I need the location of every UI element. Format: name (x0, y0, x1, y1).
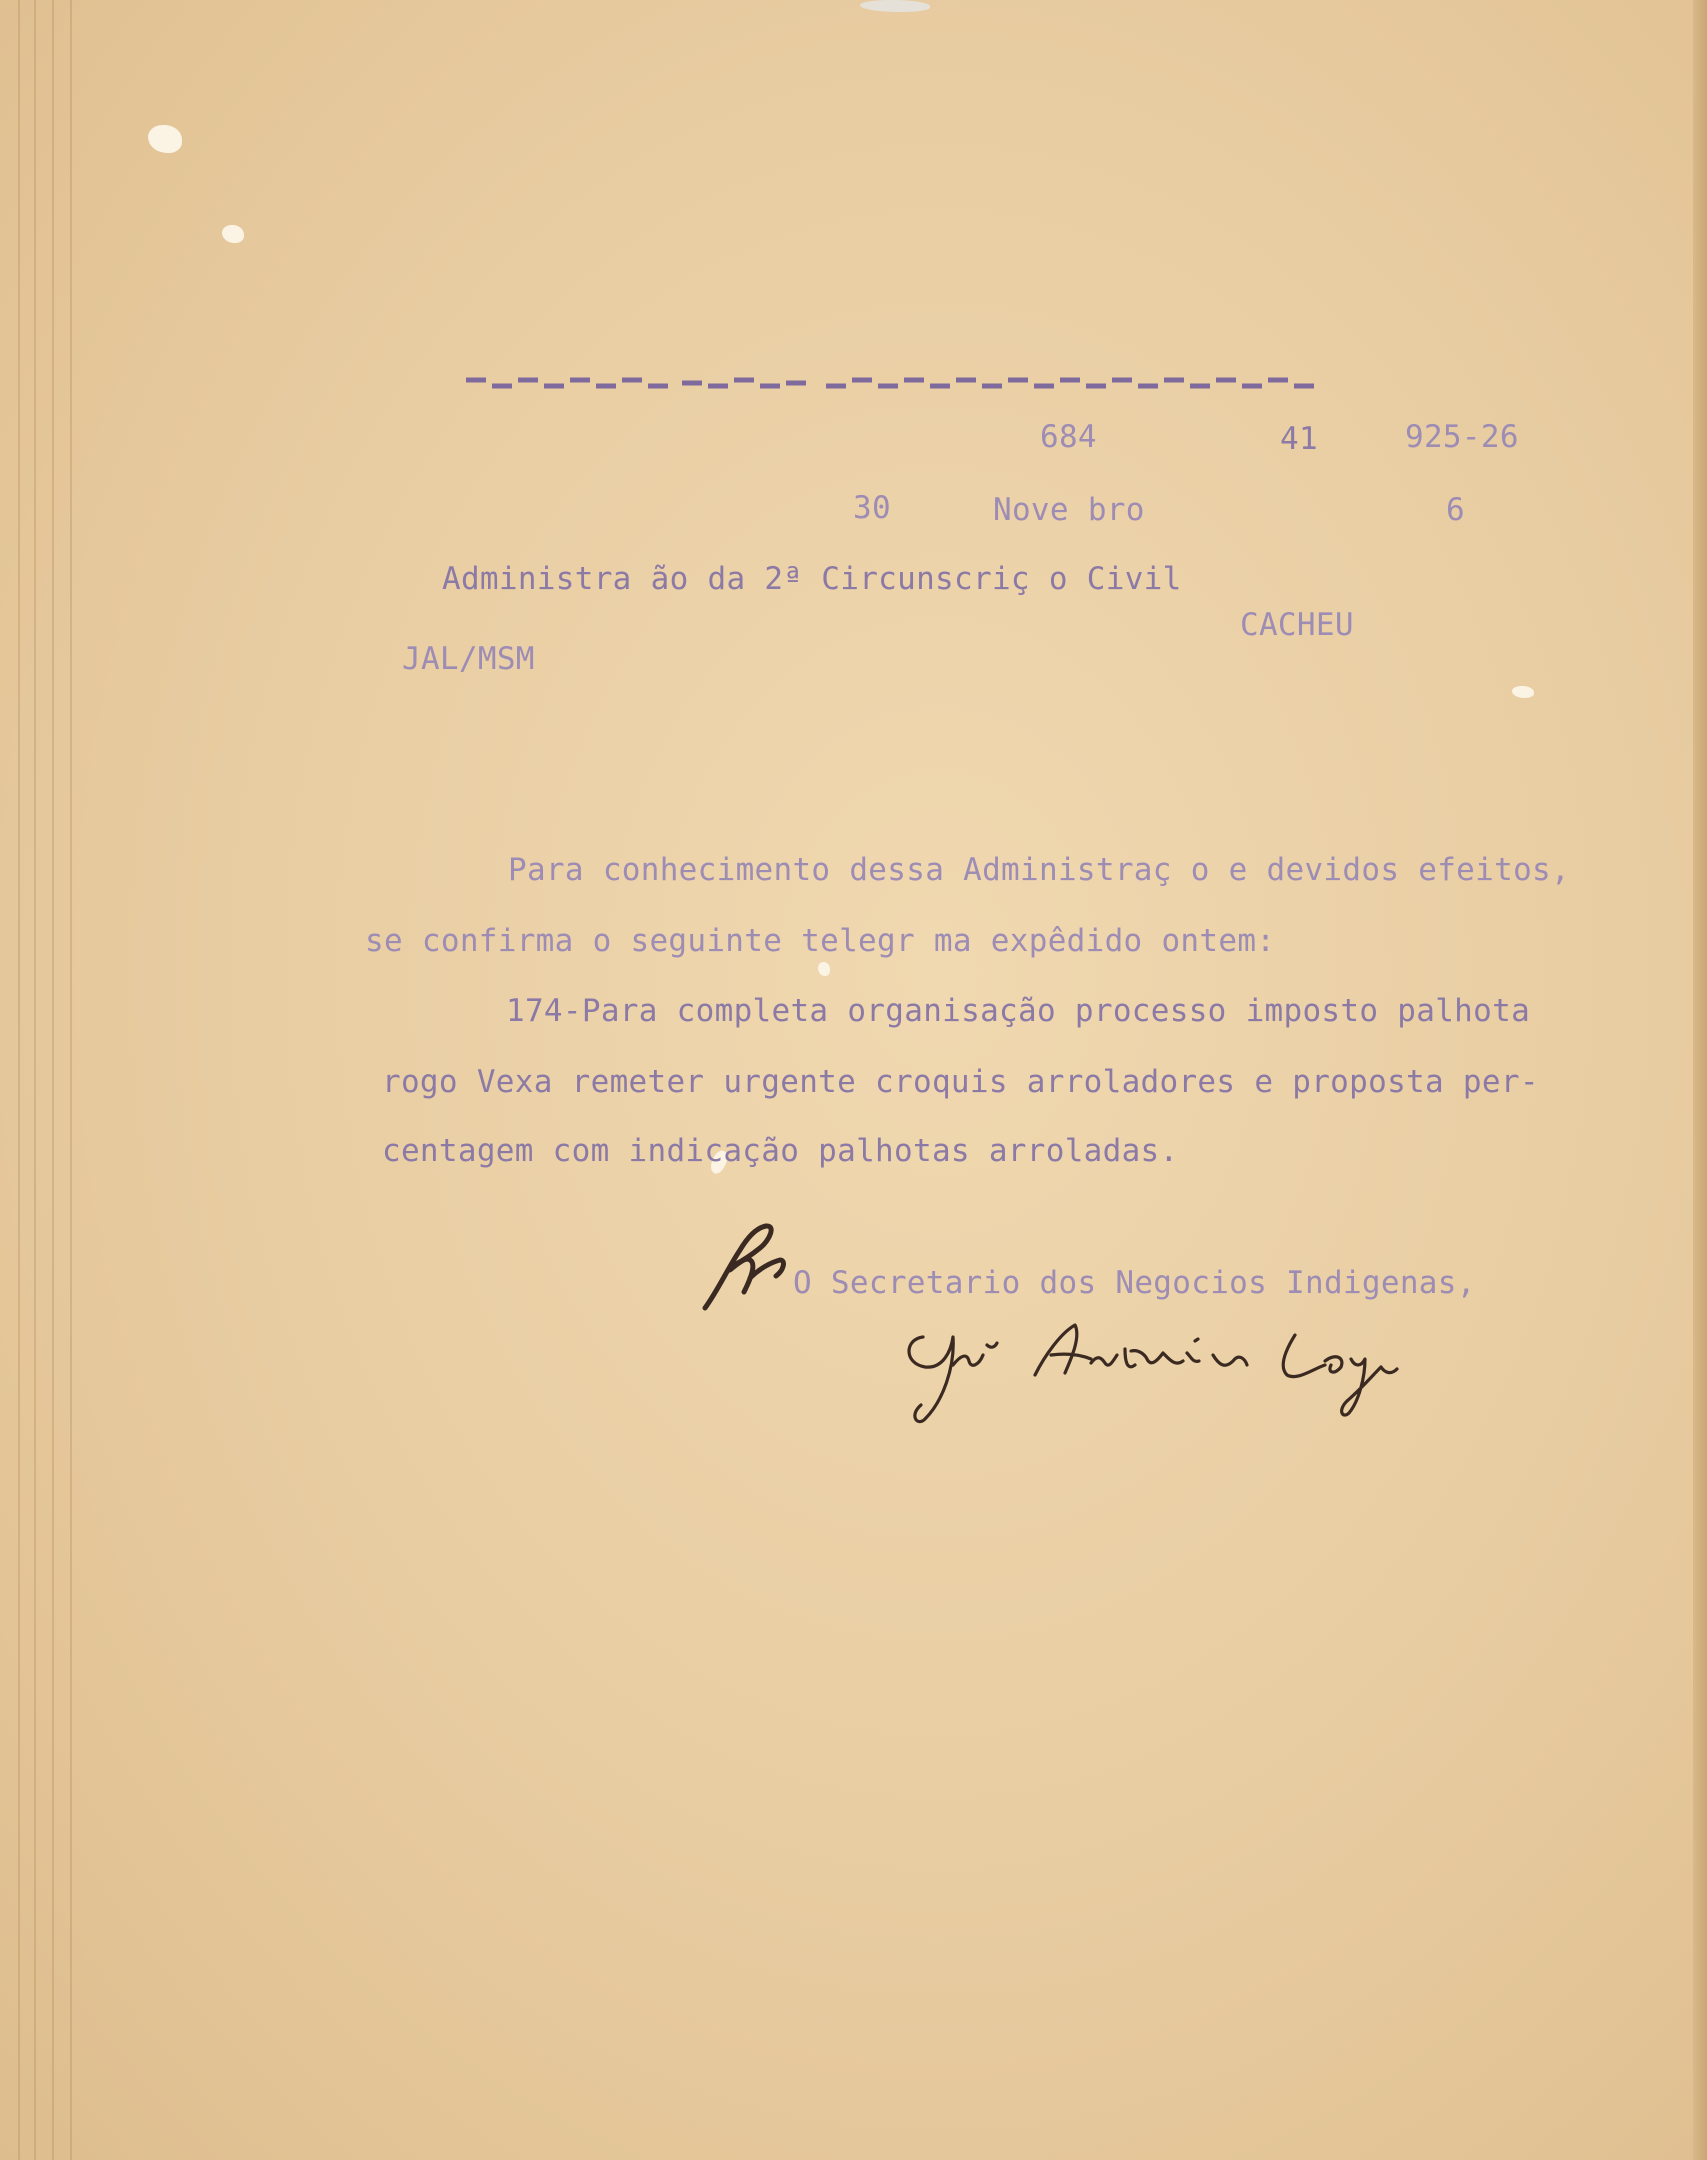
closing-title: O Secretario dos Negocios Indigenas, (793, 1265, 1476, 1301)
typist-initials: JAL/MSM (402, 641, 535, 677)
date-number: 6 (1446, 492, 1465, 528)
body-line-3: 174-Para completa organisação processo imposto palhota (506, 993, 1531, 1029)
date-day: 30 (853, 490, 891, 526)
paper-damage-spot (818, 962, 830, 976)
sheet-edge (70, 0, 72, 2160)
body-line-1: Para conhecimento dessa Administraç o e devidos efeitos, (508, 852, 1570, 888)
body-line-5: centagem com indicação palhotas arroladas. (382, 1133, 1179, 1169)
date-month: Nove bro (993, 492, 1145, 528)
handwritten-signature (895, 1315, 1415, 1435)
reference-number: 684 (1040, 419, 1097, 455)
handwritten-initial-mark (700, 1220, 800, 1315)
reference-sub-number: 41 (1280, 421, 1318, 457)
body-line-2: se confirma o seguinte telegr ma expêdido ontem: (365, 923, 1276, 959)
paper-damage-spot (148, 125, 182, 153)
sheet-edge (18, 0, 20, 2160)
reference-year: 925-26 (1405, 419, 1519, 455)
page-right-edge (1693, 0, 1707, 2160)
body-line-4: rogo Vexa remeter urgente croquis arroladores e proposta per- (382, 1064, 1539, 1100)
recipient-place: CACHEU (1240, 607, 1354, 643)
sheet-edge (34, 0, 36, 2160)
paper-damage-spot (860, 0, 930, 12)
paper-damage-spot (222, 225, 244, 243)
dashed-header-rule (466, 375, 1316, 393)
sheet-edge (52, 0, 54, 2160)
recipient-line: Administra ão da 2ª Circunscriç o Civil (442, 561, 1182, 597)
paper-damage-spot (1512, 686, 1534, 698)
